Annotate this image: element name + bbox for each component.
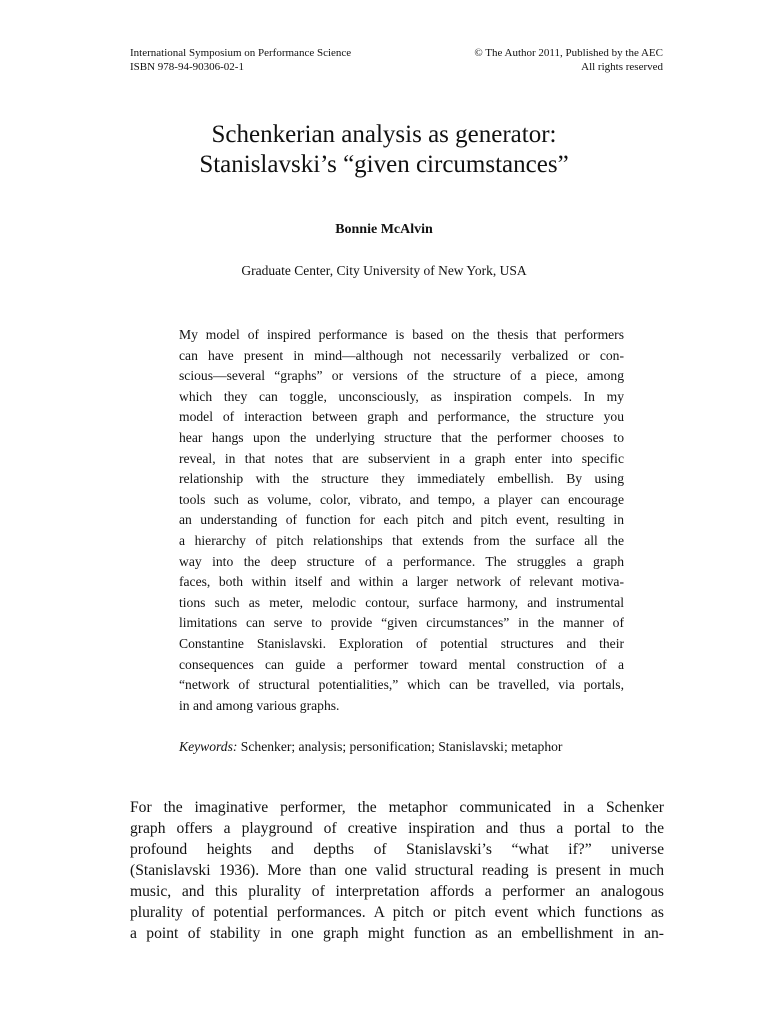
body-paragraph — [130, 797, 664, 944]
body-line: (Stanislavski 1936). More than one valid structural reading is present in much — [130, 862, 664, 879]
copyright-notice: © The Author 2011, Published by the AEC — [474, 47, 663, 59]
body-line: plurality of potential performances. A pitch or pitch event which functions as — [130, 904, 664, 921]
abstract-line: limitations can serve to provide “given circumstances” in the manner of — [179, 615, 624, 631]
abstract-line: way into the deep structure of a performance. The struggles a graph — [179, 553, 624, 569]
abstract-line: “network of structural potentialities,” which can be travelled, via portals, — [179, 677, 624, 693]
abstract-line: a hierarchy of pitch relationships that extends from the surface all the — [179, 532, 624, 548]
body-line: a point of stability in one graph might function as an embellishment in an- — [130, 925, 664, 942]
body-line: graph offers a playground of creative inspiration and thus a portal to the — [130, 820, 664, 837]
paper-title — [0, 120, 768, 180]
abstract-line: tions such as meter, melodic contour, surface harmony, and instrumental — [179, 594, 624, 610]
body-line: music, and this plurality of interpretation affords a performer an analogous — [130, 883, 664, 900]
abstract-line: which they can toggle, unconsciously, as inspiration compels. In my — [179, 388, 624, 404]
author-name: Bonnie McAlvin — [335, 222, 433, 237]
abstract-line: model of interaction between graph and performance, the structure you — [179, 409, 624, 425]
abstract-line: reveal, in that notes that are subservient in a graph enter into specific — [179, 450, 624, 466]
keywords — [179, 737, 624, 757]
body-line: profound heights and depths of Stanislavski’s “what if?” universe — [130, 841, 664, 858]
abstract-line: consequences can guide a performer toward mental construction of a — [179, 656, 624, 672]
running-header-right — [474, 46, 663, 74]
abstract-line: scious—several “graphs” or versions of the structure of a piece, among — [179, 368, 624, 384]
rights-notice: All rights reserved — [581, 61, 663, 73]
abstract-line: Constantine Stanislavski. Exploration of potential structures and their — [179, 635, 624, 651]
keywords-label: Keywords: — [179, 739, 238, 754]
abstract-line: tools such as volume, color, vibrato, and tempo, a player can encourage — [179, 491, 624, 507]
keywords-list: Schenker; analysis; personification; Stanislavski; metaphor — [237, 739, 563, 754]
abstract-line: faces, both within itself and within a larger network of relevant motiva- — [179, 574, 624, 590]
title-line-2: Stanislavski’s “given circumstances” — [199, 151, 569, 178]
conference-name: International Symposium on Performance Science — [130, 47, 352, 59]
abstract-line: in and among various graphs. — [179, 697, 340, 713]
title-line-1: Schenkerian analysis as generator: — [211, 121, 557, 148]
abstract — [179, 325, 624, 716]
body-line: For the imaginative performer, the metaphor communicated in a Schenker — [130, 799, 664, 816]
abstract-line: can have present in mind—although not necessarily verbalized or con- — [179, 347, 624, 363]
abstract-line: hear hangs upon the underlying structure that the performer chooses to — [179, 429, 624, 445]
abstract-line: My model of inspired performance is based on the thesis that performers — [179, 327, 624, 342]
author-affiliation: Graduate Center, City University of New York, USA — [241, 263, 527, 278]
running-header-left — [130, 46, 351, 74]
isbn: ISBN 978-94-90306-02-1 — [130, 61, 244, 73]
abstract-line: relationship with the structure they immediately embellish. By using — [179, 471, 624, 487]
abstract-line: an understanding of function for each pitch and pitch event, resulting in — [179, 512, 624, 528]
